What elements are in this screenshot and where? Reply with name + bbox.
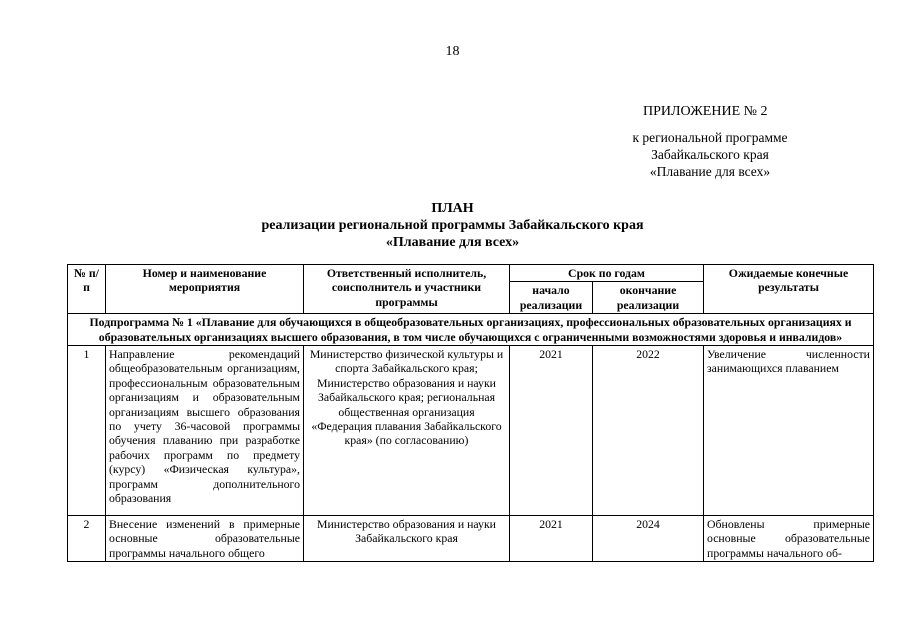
appendix-line-1: к региональной программе: [632, 130, 788, 145]
page-number: 18: [445, 44, 460, 59]
row-result: Обновлены примерные основные образовательные программы начального об-: [704, 516, 874, 562]
row-start: 2021: [510, 346, 593, 516]
row-num: 1: [68, 346, 106, 516]
header-responsible: Ответственный исполнитель, соисполнитель и участники программы: [304, 265, 510, 314]
header-name: Номер и наименование мероприятия: [106, 265, 304, 314]
row-start: 2021: [510, 516, 593, 562]
appendix-title: ПРИЛОЖЕНИЕ № 2: [643, 104, 768, 119]
row-responsible: Министерство физической культуры и спорта Забайкальского края; Министерство образования и науки Забайкальского края; региональная общественная организация «Федерация плавания Забайкальского края» (по согласованию): [304, 346, 510, 516]
row-end: 2024: [593, 516, 704, 562]
row-result: Увеличение численности занимающихся плаванием: [704, 346, 874, 516]
header-start: начало реализации: [510, 282, 593, 314]
row-num: 2: [68, 516, 106, 562]
plan-line-1: реализации региональной программы Забайкальского края: [261, 218, 644, 233]
appendix-line-2: Забайкальского края: [651, 147, 769, 162]
row-responsible: Министерство образования и науки Забайкальского края: [304, 516, 510, 562]
appendix-line-3: «Плавание для всех»: [649, 164, 771, 179]
header-result: Ожидаемые конечные результаты: [704, 265, 874, 314]
plan-title: ПЛАН: [431, 201, 474, 216]
table-header-row: [68, 265, 874, 282]
plan-heading: [0, 200, 905, 251]
row-name: Направление рекомендаций общеобразовательным организациям, профессиональным образовательным организациям и образовательным организациям высшего образования по учету 36-часовой программы обучения плаванию при разработке рабочих программ по предмету (курсу) «Физическая культура», программ дополнительного образования: [106, 346, 304, 516]
row-end: 2022: [593, 346, 704, 516]
header-end: окончание реализации: [593, 282, 704, 314]
table-row: [68, 346, 874, 516]
row-name: Внесение изменений в примерные основные образовательные программы начального общего: [106, 516, 304, 562]
subprogram-row: [68, 314, 874, 346]
subprogram-title: Подпрограмма № 1 «Плавание для обучающихся в общеобразовательных организациях, профессиональных образовательных организациях и образовательных организациях высшего образования, в том числе обучающихся с ограниченными возможностями здоровья и инвалидов»: [68, 314, 874, 346]
plan-table: [67, 264, 874, 562]
appendix-subtitle: [615, 129, 805, 180]
header-num: № п/п: [68, 265, 106, 314]
plan-line-2: «Плавание для всех»: [385, 235, 520, 250]
table-row: [68, 516, 874, 562]
header-term: Срок по годам: [510, 265, 704, 282]
